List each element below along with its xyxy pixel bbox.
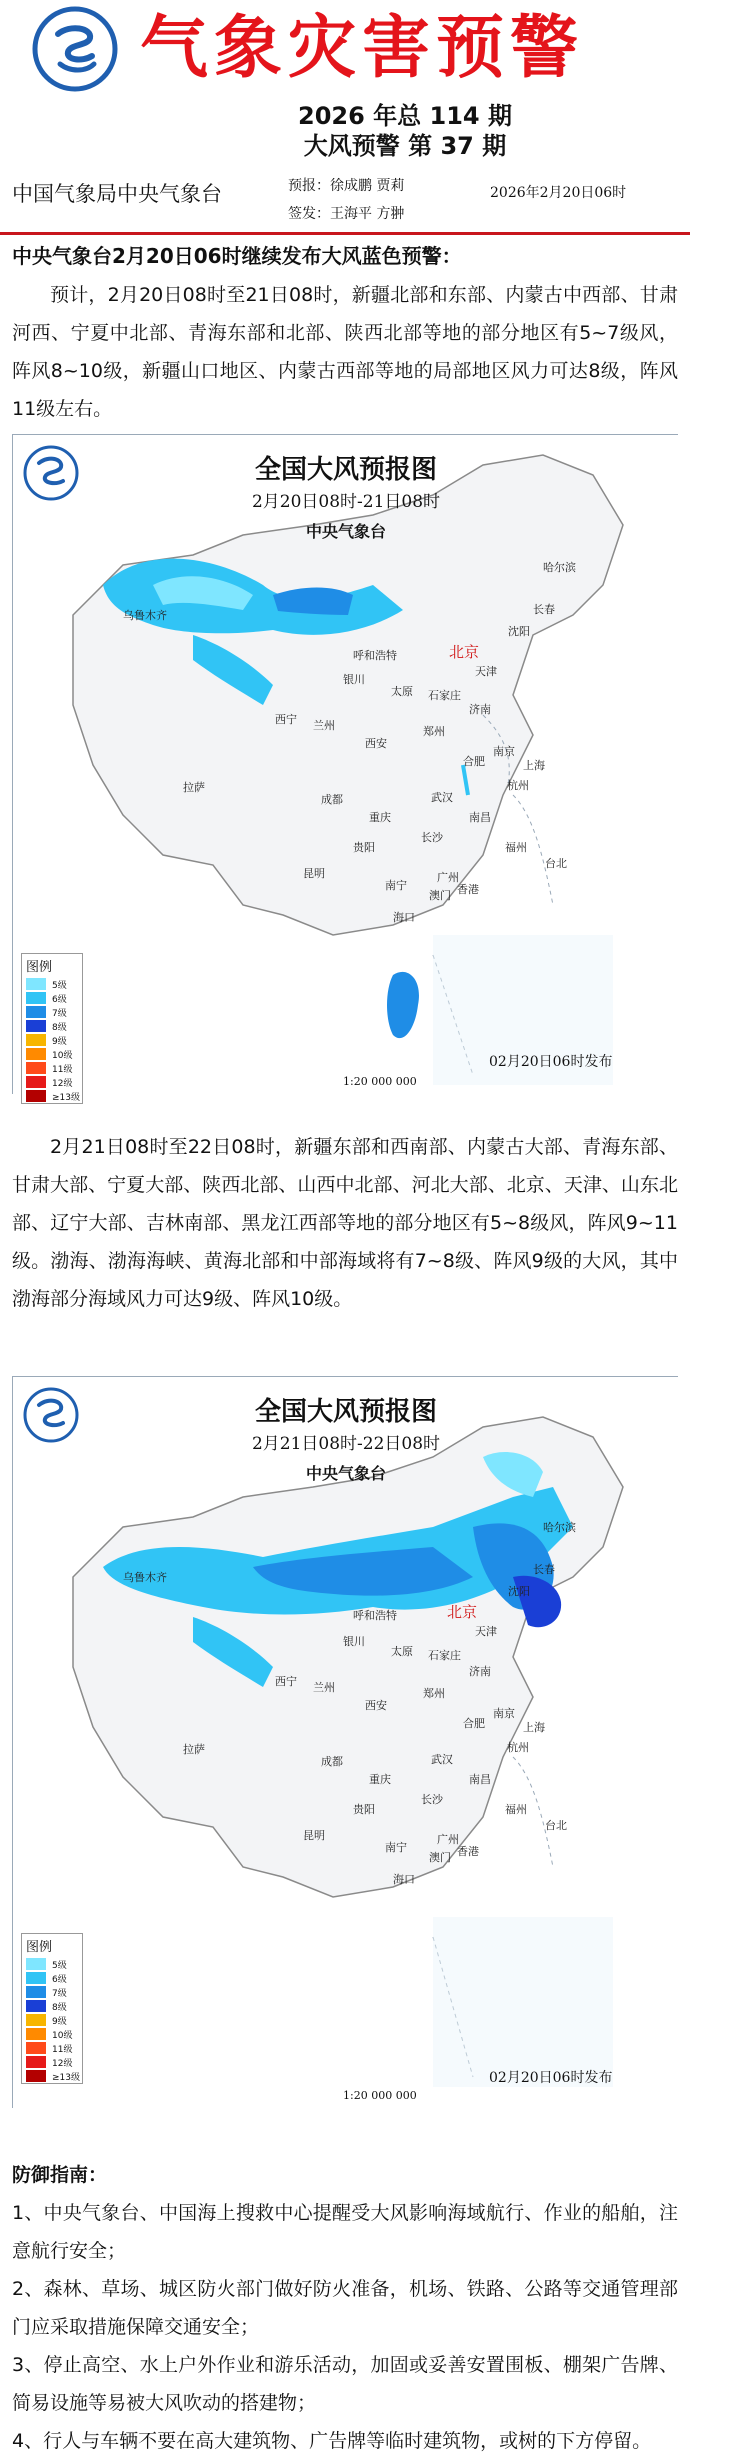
legend-label: 9级 — [52, 2016, 67, 2027]
legend-label: ≥13级 — [52, 1092, 80, 1103]
city-taiyuan: 太原 — [391, 1645, 413, 1658]
legend-swatch — [26, 1006, 46, 1018]
legend-swatch — [26, 992, 46, 1004]
legend-label: 10级 — [52, 2030, 73, 2041]
city-harbin: 哈尔滨 — [543, 561, 576, 574]
city-chongqing: 重庆 — [369, 811, 391, 824]
bulletin-heading: 中央气象台2月20日06时继续发布大风蓝色预警： — [12, 244, 462, 268]
city-changchun: 长春 — [533, 603, 555, 616]
city-beijing: 北京 — [447, 1603, 478, 1621]
city-guiyang: 贵阳 — [353, 1803, 375, 1816]
city-chengdu: 成都 — [321, 1755, 343, 1768]
city-xian: 西安 — [365, 737, 387, 750]
legend-swatch — [26, 1972, 46, 1984]
city-shenyang: 沈阳 — [508, 1585, 530, 1598]
map-1-legend — [21, 953, 83, 1104]
map-1-title: 全国大风预报图 — [254, 455, 437, 485]
legend-swatch — [26, 1090, 46, 1102]
city-harbin: 哈尔滨 — [543, 1521, 576, 1534]
legend-label: 7级 — [52, 1008, 67, 1019]
legend-row — [22, 1005, 82, 1019]
city-shijiazhuang: 石家庄 — [428, 1649, 461, 1662]
city-guiyang: 贵阳 — [353, 841, 375, 854]
city-tianjin: 天津 — [475, 1625, 497, 1638]
legend-swatch — [26, 1062, 46, 1074]
legend-swatch — [26, 2014, 46, 2026]
city-fuzhou: 福州 — [505, 841, 527, 854]
legend-title: 图例 — [26, 1940, 53, 1955]
legend-label: 5级 — [52, 980, 67, 991]
city-kunming: 昆明 — [303, 867, 325, 880]
legend-label: 12级 — [52, 2058, 73, 2069]
city-macau: 澳门 — [429, 1851, 451, 1864]
map-2-agency: 中央气象台 — [305, 1464, 386, 1483]
legend-row — [22, 991, 82, 1005]
city-hohhot: 呼和浩特 — [353, 649, 397, 662]
issuer-name: 中国气象局中央气象台 — [12, 182, 222, 206]
map-1-scale: 1:20 000 000 — [343, 1075, 417, 1088]
city-xining: 西宁 — [275, 1675, 297, 1688]
city-hohhot: 呼和浩特 — [353, 1609, 397, 1622]
map-2-scale: 1:20 000 000 — [343, 2089, 417, 2102]
city-jinan: 济南 — [469, 703, 491, 716]
map-2-graphic — [13, 1377, 679, 2109]
legend-swatch — [26, 2070, 46, 2082]
legend-row — [22, 2013, 82, 2027]
legend-row — [22, 1985, 82, 1999]
city-fuzhou: 福州 — [505, 1803, 527, 1816]
city-urumqi: 乌鲁木齐 — [123, 609, 167, 622]
map-2-title: 全国大风预报图 — [254, 1397, 437, 1427]
legend-swatch — [26, 978, 46, 990]
legend-row — [22, 2055, 82, 2069]
defense-item: 2、森林、草场、城区防火部门做好防火准备，机场、铁路、公路等交通管理部门应采取措施保障交通安全； — [12, 2278, 678, 2338]
legend-label: 6级 — [52, 1974, 67, 1985]
legend-row — [22, 1019, 82, 1033]
city-yinchuan: 银川 — [343, 1635, 365, 1648]
city-xining: 西宁 — [275, 713, 297, 726]
city-nanning: 南宁 — [385, 1841, 407, 1854]
legend-row — [22, 1971, 82, 1985]
legend-row — [22, 2027, 82, 2041]
defense-item: 4、行人与车辆不要在高大建筑物、广告牌等临时建筑物，或树的下方停留。 — [12, 2430, 652, 2452]
legend-swatch — [26, 1076, 46, 1088]
wind-forecast-map-2 — [12, 1376, 678, 2108]
issue-date: 2026年2月20日06时 — [490, 185, 627, 201]
city-chongqing: 重庆 — [369, 1773, 391, 1786]
city-changsha: 长沙 — [421, 831, 443, 844]
city-lhasa: 拉萨 — [183, 1743, 205, 1756]
city-wuhan: 武汉 — [431, 791, 453, 804]
legend-label: 7级 — [52, 1988, 67, 1999]
legend-row — [22, 1075, 82, 1089]
legend-swatch — [26, 1048, 46, 1060]
city-shanghai: 上海 — [523, 759, 545, 772]
signers-block — [288, 172, 404, 228]
issue-total: 2026 年总 114 期 — [298, 102, 512, 130]
city-yinchuan: 银川 — [343, 673, 365, 686]
legend-label: 5级 — [52, 1960, 67, 1971]
city-nanjing: 南京 — [493, 745, 515, 758]
city-xian: 西安 — [365, 1699, 387, 1712]
city-haikou: 海口 — [393, 1873, 415, 1886]
city-guangzhou: 广州 — [437, 1833, 459, 1846]
legend-swatch — [26, 1034, 46, 1046]
city-hangzhou: 杭州 — [507, 1741, 529, 1754]
legend-row — [22, 1999, 82, 2013]
bulletin-header — [0, 0, 690, 222]
city-lanzhou: 兰州 — [313, 1681, 335, 1694]
city-shijiazhuang: 石家庄 — [428, 689, 461, 702]
city-zhengzhou: 郑州 — [423, 1687, 445, 1700]
city-haikou: 海口 — [393, 911, 415, 924]
legend-label: 11级 — [52, 2044, 73, 2055]
legend-swatch — [26, 1958, 46, 1970]
city-kunming: 昆明 — [303, 1829, 325, 1842]
city-changsha: 长沙 — [421, 1793, 443, 1806]
defense-item: 1、中央气象台、中国海上搜救中心提醒受大风影响海域航行、作业的船舶，注意航行安全； — [12, 2202, 678, 2262]
map-1-period: 2月20日08时-21日08时 — [251, 492, 441, 512]
header-divider — [0, 232, 690, 235]
bulletin-title: 气象灾害预警 — [140, 8, 585, 88]
city-lhasa: 拉萨 — [183, 781, 205, 794]
forecast-paragraph-2: 2月21日08时至22日08时，新疆东部和西南部、内蒙古大部、青海东部、甘肃大部、宁夏大部、陕西北部、山西中北部、河北大部、北京、天津、山东北部、辽宁大部、吉林南部、黑龙江西部等地的部分地区有5~8级风，阵风9~11级。渤海、渤海海峡、黄海北部和中部海域将有7~8级、阵风9级的大风，其中渤海部分海域风力可达9级、阵风10级。 — [12, 1136, 678, 1310]
legend-swatch — [26, 2056, 46, 2068]
legend-label: 8级 — [52, 2002, 67, 2013]
issue-type: 大风预警 第 37 期 — [303, 132, 507, 160]
city-nanchang: 南昌 — [469, 1773, 491, 1786]
defense-item: 3、停止高空、水上户外作业和游乐活动，加固或妥善安置围板、棚架广告牌、简易设施等易被大风吹动的搭建物； — [12, 2354, 678, 2414]
legend-row — [22, 1957, 82, 1971]
city-hefei: 合肥 — [463, 755, 485, 768]
city-jinan: 济南 — [469, 1665, 491, 1678]
legend-label: ≥13级 — [52, 2072, 80, 2083]
city-zhengzhou: 郑州 — [423, 725, 445, 738]
city-nanchang: 南昌 — [469, 811, 491, 824]
approver: 签发：王海平 方翀 — [288, 206, 405, 222]
city-guangzhou: 广州 — [437, 871, 459, 884]
forecast-paragraph-1: 预计，2月20日08时至21日08时，新疆北部和东部、内蒙古中西部、甘肃河西、宁夏中北部、青海东部和北部、陕西北部等地的部分地区有5~7级风，阵风8~10级，新疆山口地区、内蒙古西部等地的局部地区风力可达8级，阵风11级左右。 — [12, 284, 678, 420]
legend-label: 8级 — [52, 1022, 67, 1033]
city-macau: 澳门 — [429, 889, 451, 902]
city-taipei: 台北 — [545, 1819, 567, 1832]
city-chengdu: 成都 — [321, 793, 343, 806]
city-hongkong: 香港 — [457, 883, 479, 896]
legend-label: 10级 — [52, 1050, 73, 1061]
legend-row — [22, 2069, 82, 2083]
legend-row — [22, 2041, 82, 2055]
legend-row — [22, 1089, 82, 1103]
legend-swatch — [26, 2000, 46, 2012]
defense-heading: 防御指南： — [12, 2164, 108, 2186]
city-nanjing: 南京 — [493, 1707, 515, 1720]
city-hongkong: 香港 — [457, 1845, 479, 1858]
city-nanning: 南宁 — [385, 879, 407, 892]
legend-title: 图例 — [26, 960, 53, 975]
city-lanzhou: 兰州 — [313, 719, 335, 732]
city-taiyuan: 太原 — [391, 685, 413, 698]
legend-label: 11级 — [52, 1064, 73, 1075]
city-shenyang: 沈阳 — [508, 625, 530, 638]
city-shanghai: 上海 — [523, 1721, 545, 1734]
legend-swatch — [26, 1020, 46, 1032]
legend-label: 9级 — [52, 1036, 67, 1047]
legend-label: 6级 — [52, 994, 67, 1005]
city-tianjin: 天津 — [475, 665, 497, 678]
city-beijing: 北京 — [449, 643, 480, 661]
map-2-period: 2月21日08时-22日08时 — [251, 1434, 441, 1454]
legend-row — [22, 1033, 82, 1047]
legend-row — [22, 1061, 82, 1075]
map-1-published: 02月20日06时发布 — [489, 1054, 613, 1070]
map-2-published: 02月20日06时发布 — [489, 2070, 613, 2086]
legend-label: 12级 — [52, 1078, 73, 1089]
map-1-agency: 中央气象台 — [305, 522, 386, 541]
city-wuhan: 武汉 — [431, 1753, 453, 1766]
forecasters: 预报：徐成鹏 贾莉 — [288, 178, 405, 194]
wind-forecast-map-1 — [12, 434, 678, 1103]
legend-row — [22, 977, 82, 991]
city-urumqi: 乌鲁木齐 — [123, 1571, 167, 1584]
legend-row — [22, 1047, 82, 1061]
legend-swatch — [26, 2028, 46, 2040]
defense-guide — [12, 2156, 678, 2460]
map-2-legend — [21, 1933, 83, 2084]
cma-logo-icon — [30, 6, 120, 92]
city-changchun: 长春 — [533, 1563, 555, 1576]
legend-swatch — [26, 1986, 46, 1998]
city-hefei: 合肥 — [463, 1717, 485, 1730]
city-taipei: 台北 — [545, 857, 567, 870]
legend-swatch — [26, 2042, 46, 2054]
city-hangzhou: 杭州 — [507, 779, 529, 792]
